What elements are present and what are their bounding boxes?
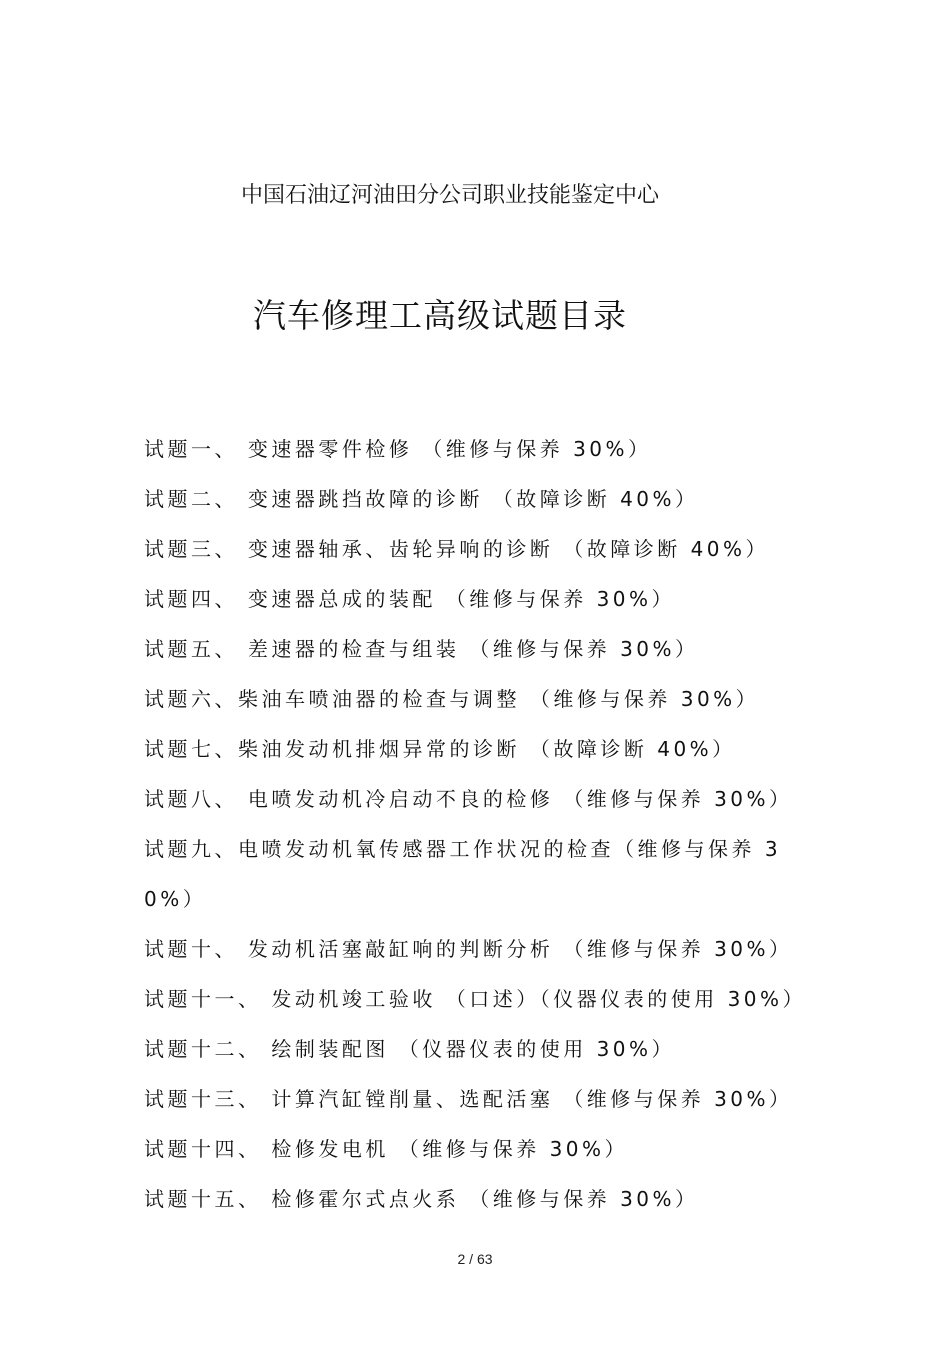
- toc-item: 试题七、柴油发动机排烟异常的诊断 （故障诊断 40%）: [144, 737, 736, 761]
- toc-item: 试题十一、 发动机竣工验收 （口述）（仪器仪表的使用 30%）: [144, 987, 807, 1011]
- toc-item: 试题四、 变速器总成的装配 （维修与保养 30%）: [144, 587, 676, 611]
- toc-item: 试题十二、 绘制装配图 （仪器仪表的使用 30%）: [144, 1037, 676, 1061]
- toc-item: 试题十四、 检修发电机 （维修与保养 30%）: [144, 1137, 629, 1161]
- page-number: 2 / 63: [457, 1251, 493, 1267]
- toc-item: 试题一、 变速器零件检修 （维修与保养 30%）: [144, 437, 652, 461]
- toc-item: 试题五、 差速器的检查与组装 （维修与保养 30%）: [144, 637, 699, 661]
- toc-item: 试题三、 变速器轴承、齿轮异响的诊断 （故障诊断 40%）: [144, 537, 770, 561]
- organization-header: 中国石油辽河油田分公司职业技能鉴定中心: [240, 183, 659, 208]
- toc-item: 试题八、 电喷发动机冷启动不良的检修 （维修与保养 30%）: [144, 787, 793, 811]
- toc-list: [144, 424, 814, 1224]
- document-title: 汽车修理工高级试题目录: [253, 296, 627, 335]
- toc-item: 试题十三、 计算汽缸镗削量、选配活塞 （维修与保养 30%）: [144, 1087, 793, 1111]
- toc-item: 试题十、 发动机活塞敲缸响的判断分析 （维修与保养 30%）: [144, 937, 793, 961]
- toc-item: 试题二、 变速器跳挡故障的诊断 （故障诊断 40%）: [144, 487, 699, 511]
- toc-item: 试题六、柴油车喷油器的检查与调整 （维修与保养 30%）: [144, 687, 760, 711]
- toc-item: 试题九、电喷发动机氧传感器工作状况的检查（维修与保养 30%）: [144, 837, 782, 911]
- toc-item: 试题十五、 检修霍尔式点火系 （维修与保养 30%）: [144, 1187, 699, 1211]
